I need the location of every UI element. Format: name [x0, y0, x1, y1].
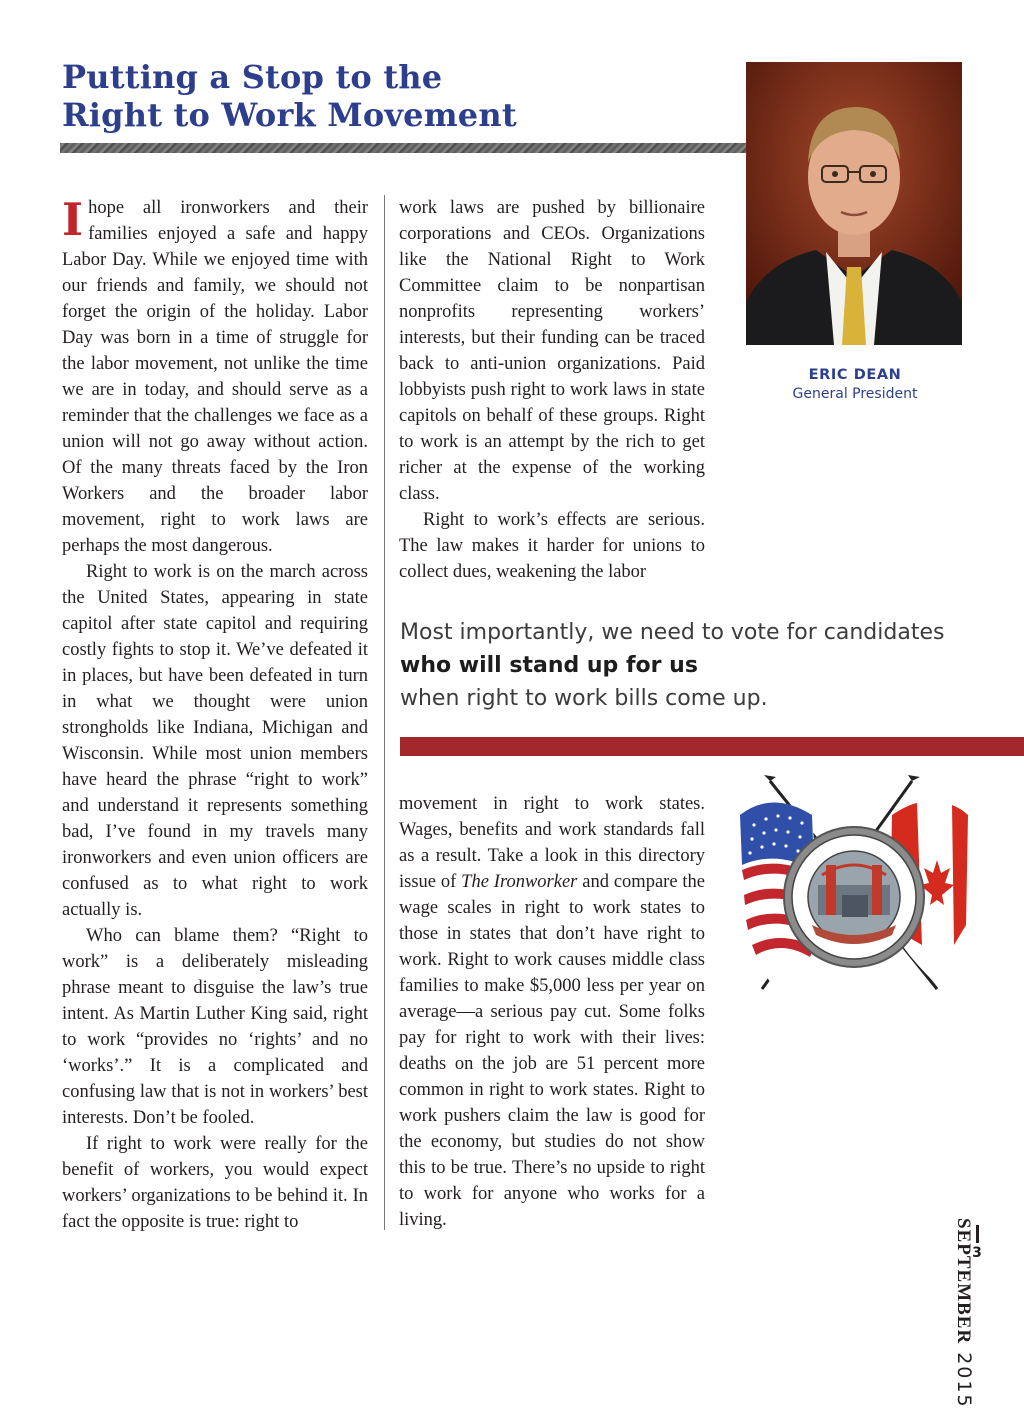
paragraph: If right to work were really for the benefit of workers, you would expect workers’ organizations to be behind it. In fact the opposite is true: right to [62, 1134, 368, 1232]
paragraph: Right to work is on the march across the United States, appearing in state capitol after state capitol and requiring costly fights to stop it. We’ve defeated it in places, but have been defeated in turn in what we thought were union strongholds like Indiana, Michigan and Wisconsin. While most union members have heard the phrase “right to work” and understand it represents something bad, I’ve found in my travels many ironworkers and even union officers are confused as to what right to work actually is. [62, 562, 368, 920]
pull-quote-text-end: when right to work bills come up. [400, 686, 768, 711]
publication-title: The Ironworker [461, 872, 578, 892]
issue-month: SEPTEMBER [953, 1218, 974, 1345]
author-name: ERIC DEAN [808, 367, 902, 383]
paragraph [399, 791, 705, 1233]
paragraph-text: and compare the wage scales in right to work states to those in states that don’t have right to work. Right to work causes middle class families to make $5,000 less per year on average—a serious pay cut. Some folks pay for right to work with their lives: deaths on the job are 51 percent more common in right to work states. Right to work pushers claim the law is good for the economy, but studies do not show this to be true. There’s no upside to right to work for anyone who works for a living. [399, 872, 706, 1230]
pull-quote-emphasis: who will stand up for us [400, 653, 698, 678]
article-title [62, 58, 702, 134]
paragraph: work laws are pushed by billionaire corporations and CEOs. Organizations like the National Right to Work Committee claim to be nonpartisan nonprofits representing workers’ interests, but their funding can be traced back to anti-union organizations. Paid lobbyists push right to work laws in state capitols on behalf of these groups. Right to work is an attempt by the rich to get richer at the expense of the working class. [399, 198, 705, 504]
author-portrait-illustration [746, 62, 962, 345]
author-photo [746, 62, 962, 345]
drop-cap: I [62, 193, 84, 246]
paragraph-text: movement in right to work states. Wages, benefits and work standards fall as a result. Take a look in this directory issue of [399, 794, 705, 892]
page-number: 3 [972, 1245, 982, 1261]
paragraph: Right to work’s effects are serious. The law makes it harder for unions to collect dues, weakening the labor [399, 510, 705, 582]
pull-quote [400, 616, 960, 715]
title-rule [60, 143, 750, 153]
author-title: General President [792, 386, 918, 402]
author-caption [760, 366, 950, 404]
page-number-separator [976, 1225, 979, 1243]
paragraph [62, 195, 368, 559]
article-column-2-top [399, 195, 705, 585]
accent-red-bar [400, 737, 1024, 756]
article-title-line1: Putting a Stop to the [62, 58, 443, 96]
issue-year: 2015 [953, 1352, 975, 1409]
article-column-1 [62, 195, 368, 1235]
union-emblem-flags-logo [732, 775, 976, 999]
column-divider [384, 195, 385, 1230]
pull-quote-text: Most importantly, we need to vote for candidates [400, 620, 945, 645]
paragraph-text: hope all ironworkers and their families enjoyed a safe and happy Labor Day. While we enjoyed time with our friends and family, we should not forget the origin of the holiday. Labor Day was born in a time of struggle for the labor movement, not unlike the time we are in today, and should serve as a reminder that the challenges we face as a union will not go away without action. Of the many threats faced by the Iron Workers and the broader labor movement, right to work laws are perhaps the most dangerous. [62, 198, 368, 556]
article-column-2-bottom [399, 791, 705, 1233]
paragraph: Who can blame them? “Right to work” is a deliberately misleading phrase meant to disguise the law’s true intent. As Martin Luther King said, right to work “provides no ‘rights’ and no ‘works’.” It is a complicated and confusing law that is not in workers’ best interests. Don’t be fooled. [62, 926, 368, 1128]
article-title-line2: Right to Work Movement [62, 96, 517, 134]
